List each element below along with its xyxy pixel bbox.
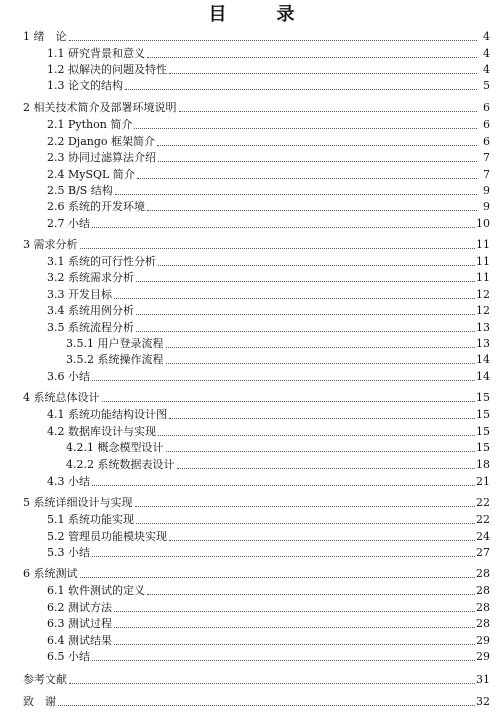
toc-entry-label: 2.7 小结	[47, 217, 90, 230]
toc-entry-page: 18	[476, 458, 490, 471]
toc-entry-label: 6.4 测试结果	[47, 634, 112, 647]
dot-leader	[158, 161, 477, 162]
toc-entry-label: 6 系统测试	[23, 567, 78, 580]
dot-leader	[114, 611, 475, 612]
toc-entry[interactable]	[0, 303, 503, 318]
toc-entry-label: 4.2.2 系统数据表设计	[66, 458, 175, 471]
dot-leader	[92, 227, 475, 228]
toc-entry-label: 3.5.2 系统操作流程	[66, 353, 164, 366]
toc-entry[interactable]	[0, 183, 503, 198]
toc-entry[interactable]	[0, 270, 503, 285]
toc-entry-page: 22	[476, 513, 490, 526]
toc-entry[interactable]	[0, 407, 503, 422]
dot-leader	[179, 111, 478, 112]
dot-leader	[80, 577, 476, 578]
dot-leader	[114, 627, 475, 628]
toc-entry-label: 5 系统详细设计与实现	[23, 496, 133, 509]
toc-entry[interactable]	[0, 78, 503, 93]
toc-entry[interactable]	[0, 633, 503, 648]
dot-leader	[166, 451, 476, 452]
toc-entry-label: 1.1 研究背景和意义	[47, 47, 145, 60]
toc-entry-page: 6	[483, 101, 490, 114]
dot-leader	[157, 145, 477, 146]
toc-entry-label: 4.1 系统功能结构设计图	[47, 408, 167, 421]
toc-entry-label: 2.4 MySQL 简介	[47, 168, 135, 181]
toc-entry[interactable]	[0, 649, 503, 664]
dot-leader	[136, 523, 475, 524]
toc-entry-label: 6.3 测试过程	[47, 617, 112, 630]
toc-entry-page: 7	[483, 151, 490, 164]
toc-entry-page: 11	[476, 271, 490, 284]
toc-entry-label: 1.2 拟解决的问题及特性	[47, 63, 167, 76]
toc-entry-label: 2.2 Django 框架简介	[47, 135, 156, 148]
dot-leader	[158, 435, 475, 436]
toc-entry[interactable]	[0, 474, 503, 489]
toc-entry-page: 28	[476, 601, 490, 614]
toc-entry-page: 4	[483, 30, 490, 43]
toc-entry-label: 6.2 测试方法	[47, 601, 112, 614]
toc-entry[interactable]	[0, 167, 503, 182]
toc-entry-label: 3.1 系统的可行性分析	[47, 255, 156, 268]
toc-entry-page: 6	[483, 135, 490, 148]
toc-entry[interactable]	[0, 566, 503, 581]
toc-entry-label: 2.1 Python 简介	[47, 118, 133, 131]
toc-entry[interactable]	[0, 672, 503, 687]
toc-entry-page: 15	[476, 408, 490, 421]
toc-entry[interactable]	[0, 29, 503, 44]
toc-entry[interactable]	[0, 529, 503, 544]
toc-entry-page: 15	[476, 441, 490, 454]
toc-entry[interactable]	[0, 694, 503, 709]
dot-leader	[137, 178, 477, 179]
dot-leader	[147, 594, 475, 595]
toc-entry-label: 1.3 论文的结构	[47, 79, 123, 92]
toc-entry[interactable]	[0, 424, 503, 439]
toc-entry[interactable]	[0, 62, 503, 77]
toc-entry-label: 4.2 数据库设计与实现	[47, 425, 156, 438]
toc-entry-label: 3.5 系统流程分析	[47, 321, 134, 334]
toc-entry-label: 3.3 开发目标	[47, 288, 112, 301]
toc-entry-label: 2.5 B/S 结构	[47, 184, 113, 197]
toc-entry-page: 13	[476, 321, 490, 334]
toc-entry-label: 3.2 系统需求分析	[47, 271, 134, 284]
toc-entry[interactable]	[0, 495, 503, 510]
toc-entry-label: 6.1 软件测试的定义	[47, 584, 145, 597]
toc-entry[interactable]	[0, 512, 503, 527]
toc-entry-page: 28	[476, 617, 490, 630]
dot-leader	[135, 506, 476, 507]
toc-entry[interactable]	[0, 457, 503, 472]
dot-leader	[134, 128, 477, 129]
toc-entry-page: 28	[476, 567, 490, 580]
toc-entry[interactable]	[0, 600, 503, 615]
toc-entry[interactable]	[0, 117, 503, 132]
toc-entry[interactable]	[0, 352, 503, 367]
dot-leader	[92, 660, 475, 661]
dot-leader	[125, 89, 477, 90]
dot-leader	[169, 540, 475, 541]
toc-entry-label: 4.3 小结	[47, 475, 90, 488]
toc-entry-page: 10	[476, 217, 490, 230]
toc-entry-page: 29	[476, 650, 490, 663]
dot-leader	[147, 57, 477, 58]
toc-entry-label: 4 系统总体设计	[23, 391, 100, 404]
toc-entry-page: 14	[476, 353, 490, 366]
dot-leader	[102, 401, 476, 402]
toc-entry-label: 5.1 系统功能实现	[47, 513, 134, 526]
toc-entry[interactable]	[0, 583, 503, 598]
toc-entry[interactable]	[0, 320, 503, 335]
dot-leader	[80, 248, 476, 249]
toc-entry[interactable]	[0, 150, 503, 165]
dot-leader	[58, 705, 475, 706]
toc-entry-page: 14	[476, 370, 490, 383]
toc-entry-label: 2 相关技术简介及部署环境说明	[23, 101, 177, 114]
toc-entry-label: 参考文献	[23, 673, 67, 686]
toc-entry[interactable]	[0, 134, 503, 149]
toc-entry-label: 3 需求分析	[23, 238, 78, 251]
toc-entry[interactable]	[0, 254, 503, 269]
toc-entry-page: 12	[476, 304, 490, 317]
toc-entry-page: 27	[476, 546, 490, 559]
toc-entry[interactable]	[0, 440, 503, 455]
toc-entry-page: 6	[483, 118, 490, 131]
toc-entry-label: 5.3 小结	[47, 546, 90, 559]
dot-leader	[114, 644, 475, 645]
toc-entry-label: 2.6 系统的开发环境	[47, 200, 145, 213]
dot-leader	[92, 485, 475, 486]
toc-entry-label: 3.5.1 用户登录流程	[66, 337, 164, 350]
dot-leader	[136, 314, 475, 315]
toc-entry-label: 6.5 小结	[47, 650, 90, 663]
toc-entry-label: 2.3 协同过滤算法介绍	[47, 151, 156, 164]
dot-leader	[115, 194, 477, 195]
toc-entry-label: 3.4 系统用例分析	[47, 304, 134, 317]
toc-entry-page: 11	[476, 238, 490, 251]
toc-entry-page: 7	[483, 168, 490, 181]
dot-leader	[69, 40, 478, 41]
toc-entry-page: 22	[476, 496, 490, 509]
toc-entry-label: 5.2 管理员功能模块实现	[47, 530, 167, 543]
dot-leader	[169, 418, 475, 419]
toc-entry-page: 12	[476, 288, 490, 301]
toc-entry[interactable]	[0, 390, 503, 405]
toc-entry-label: 致 谢	[23, 695, 56, 708]
toc-entry[interactable]	[0, 46, 503, 61]
dot-leader	[147, 210, 477, 211]
toc-entry-page: 32	[476, 695, 490, 708]
dot-leader	[177, 468, 476, 469]
toc-entry-page: 31	[476, 673, 490, 686]
toc-entry-page: 9	[483, 184, 490, 197]
toc-entry[interactable]	[0, 216, 503, 231]
toc-entry-label: 1 绪 论	[23, 30, 67, 43]
toc-entry-page: 13	[476, 337, 490, 350]
toc-entry-page: 15	[476, 425, 490, 438]
toc-entry-page: 28	[476, 584, 490, 597]
toc-entry-page: 9	[483, 200, 490, 213]
toc-entry-label: 4.2.1 概念模型设计	[66, 441, 164, 454]
dot-leader	[114, 298, 475, 299]
toc-title: 目 录	[208, 4, 311, 25]
dot-leader	[169, 73, 477, 74]
dot-leader	[92, 380, 475, 381]
toc-entry-label: 3.6 小结	[47, 370, 90, 383]
toc-entry-page: 11	[476, 255, 490, 268]
toc-entry[interactable]	[0, 369, 503, 384]
toc-entry[interactable]	[0, 237, 503, 252]
toc-entry-page: 4	[483, 63, 490, 76]
toc-entry-page: 4	[483, 47, 490, 60]
toc-entry-page: 15	[476, 391, 490, 404]
dot-leader	[166, 363, 476, 364]
toc-entry[interactable]	[0, 336, 503, 351]
toc-entry[interactable]	[0, 199, 503, 214]
toc-entry-page: 24	[476, 530, 490, 543]
dot-leader	[136, 281, 475, 282]
toc-entry[interactable]	[0, 287, 503, 302]
toc-entry-page: 21	[476, 475, 490, 488]
dot-leader	[136, 331, 475, 332]
dot-leader	[166, 347, 476, 348]
dot-leader	[92, 556, 475, 557]
dot-leader	[69, 683, 475, 684]
toc-entry[interactable]	[0, 616, 503, 631]
toc-entry[interactable]	[0, 100, 503, 115]
toc-entry-page: 29	[476, 634, 490, 647]
dot-leader	[158, 265, 475, 266]
toc-entry-page: 5	[483, 79, 490, 92]
toc-entry[interactable]	[0, 545, 503, 560]
